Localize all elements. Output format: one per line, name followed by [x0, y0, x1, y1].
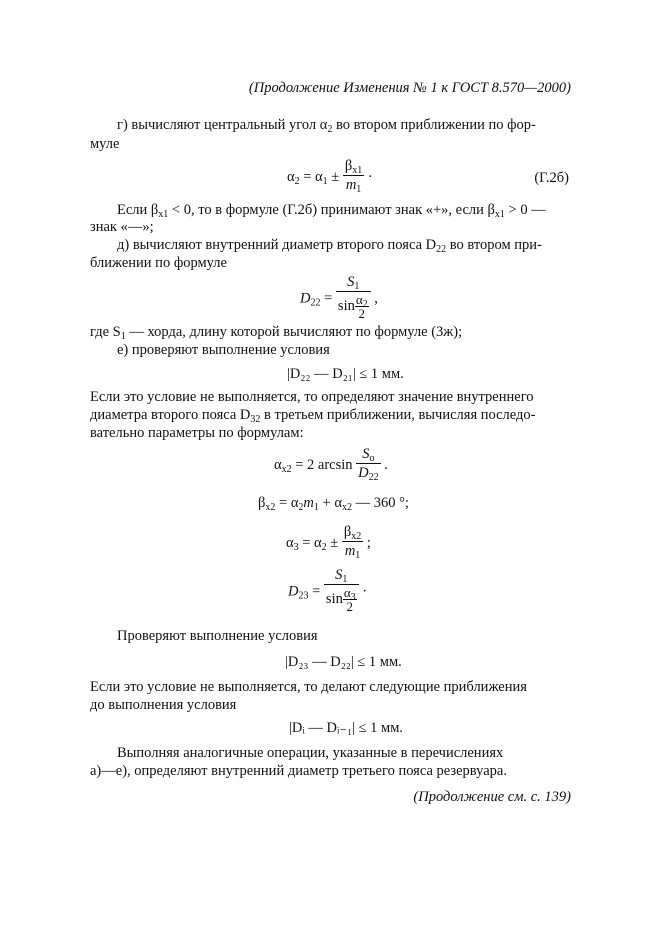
formula-d22: $D_{22}$ = $S_1$ sin $\frac{\alpha_2}{2}$ , [300, 274, 378, 321]
condition-3: |Dᵢ — Dᵢ₋₁| ≤ 1 мм. [289, 720, 404, 736]
formula-d23: $D_{23}$ = $S_1$ sin $\frac{\alpha_3}{2}$ · [288, 567, 368, 614]
formula-label-g26: (Г.2б) [534, 170, 569, 186]
footer-note: (Продолжение см. с. 139) [413, 789, 571, 805]
condition-2: |D₂₃ — D₂₂| ≤ 1 мм. [285, 654, 402, 670]
condition-1: |D₂₂ — D₂₁| ≤ 1 мм. [287, 366, 404, 382]
header-note: (Продолжение Изменения № 1 к ГОСТ 8.570—2000) [248, 80, 571, 96]
paragraph-if-1: Если $\beta_{x1} < 0$, то в формуле (Г.2б) принимают знак «+», если $\beta_{x1} > 0$ — [117, 202, 546, 220]
formula-bx2: $\beta_{x2} = \alpha_2m_1 + \alpha_{x2}$ — 360 °; [258, 495, 409, 513]
paragraph-if-3-cont: до выполнения условия [90, 697, 237, 713]
paragraph-where: где $S_1$ — хорда, длину которой вычисляют по формуле (3ж); [90, 324, 463, 342]
paragraph-d: д) вычисляют внутренний диаметр второго пояса $D_{22}$ во втором при- [117, 237, 542, 255]
fraction: $\frac{\beta_{x1}}{m_1}$ [344, 158, 363, 195]
paragraph-if-2-line3: вательно параметры по формулам: [90, 425, 304, 441]
paragraph-d-cont: ближении по формуле [90, 255, 227, 271]
fraction: $\frac{\beta_{x2}}{m_1}$ [343, 524, 362, 561]
paragraph-if-2-line2: диаметра второго пояса $D_{32}$ в третьем приближении, вычисляя последо- [90, 407, 536, 425]
fraction: $S_1$ sin $\frac{\alpha_2}{2}$ [336, 274, 371, 320]
formula-ax2: $\alpha_{x2} = 2$ arcsin $\frac{S_o}{D_{22}}$ . [274, 446, 388, 483]
paragraph-if-1-cont: знак «—»; [90, 219, 154, 235]
paragraph-g: г) вычисляют центральный угол $\alpha_2$ во втором приближении по фор- [117, 117, 536, 135]
paragraph-last: Выполняя аналогичные операции, указанные в перечислениях [117, 745, 504, 761]
paragraph-g-cont: муле [90, 136, 120, 152]
formula-g26: $\alpha_2 = \alpha_1$ ± $\frac{\beta_{x1}}{m_1}$ · [287, 158, 373, 195]
paragraph-last-cont: а)—е), определяют внутренний диаметр третьего пояса резервуара. [90, 763, 507, 779]
fraction: $S_1$ sin $\frac{\alpha_3}{2}$ [324, 567, 359, 613]
fraction: $\frac{S_o}{D_{22}}$ [358, 446, 379, 483]
paragraph-if-3: Если это условие не выполняется, то делают следующие приближения [90, 679, 527, 695]
paragraph-check: Проверяют выполнение условия [117, 628, 318, 644]
formula-a3: $\alpha_3 = \alpha_2$ ± $\frac{\beta_{x2}}{m_1}$ ; [286, 524, 371, 561]
paragraph-if-2: Если это условие не выполняется, то определяют значение внутреннего [90, 389, 534, 405]
paragraph-e: е) проверяют выполнение условия [117, 342, 330, 358]
